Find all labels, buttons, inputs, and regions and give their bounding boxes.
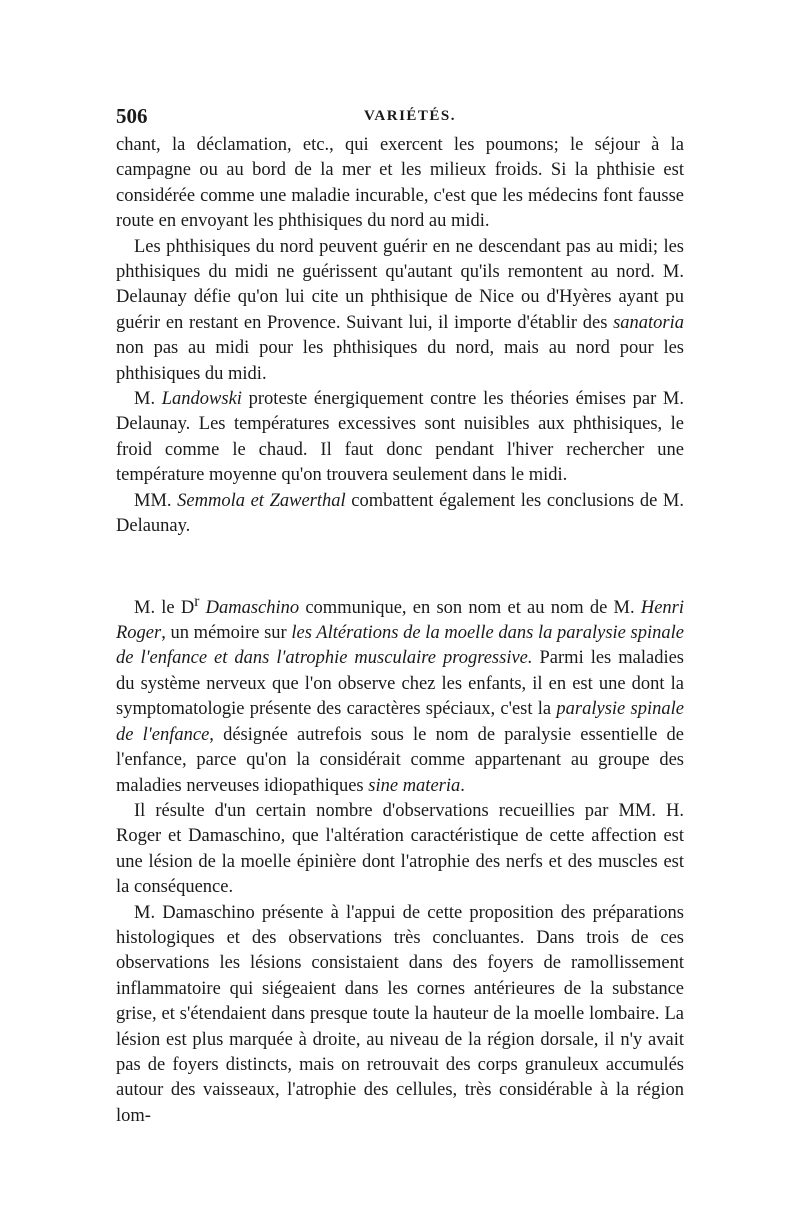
- paragraph-5-text-e: , un mémoire sur: [161, 623, 292, 644]
- paragraph-5: [116, 589, 684, 799]
- paragraph-7: M. Damaschino présente à l'appui de cette proposition des préparations histologiques et des observations très concluantes. Dans trois de ces observations les lésions consistaient dans des foyers de ramollissement inflammatoire qui siégeaient dans les cornes antérieures de la substance grise, et s'étendaient dans presque toute la hauteur de la moelle lombaire. La lésion est plus marquée à droite, au niveau de la région dorsale, il n'y avait pas de foyers distincts, mais on retrouvait des corps granuleux accumulés autour des vaisseaux, l'atrophie des cellules, très considérable à la région lom-: [116, 902, 684, 1126]
- paragraph-3: [116, 387, 684, 489]
- paragraph-3-text-c: proteste énergiquement contre les théories émises par M. Delaunay. Les températures excessives sont nuisibles aux phthisiques, le froid comme le chaud. Il faut donc pendant l'hiver rechercher une température moyenne qu'on trouvera seulement dans le midi.: [116, 389, 684, 486]
- paragraph-2-text-a: Les phthisiques du nord peuvent guérir en ne descendant pas au midi; les phthisiques du midi ne guérissent qu'autant qu'ils remontent au nord. M. Delaunay défie qu'on lui cite un phthisique de Nice ou d'Hyères ayant pu guérir en restant en Provence. Suivant lui, il importe d'établir des: [116, 236, 684, 333]
- paragraph-2: [116, 235, 684, 387]
- paragraph-5-italic-sine-materia: sine materia: [368, 775, 461, 796]
- paragraph-5-italic-paralysie: paralysie spinale de l'enfance: [116, 699, 684, 745]
- paragraph-5-italic-damaschino: Damaschino: [205, 597, 300, 618]
- page-number: 506: [116, 104, 148, 128]
- paragraph-4-italic-names: Semmola et Zawerthal: [177, 490, 346, 511]
- paragraph-3-italic-name: Landowski: [161, 389, 242, 410]
- paragraph-6: Il résulte d'un certain nombre d'observations recueillies par MM. H. Roger et Damaschino, que l'altération caractéristique de cette affection est une lésion de la moelle épinière dont l'atrophie des nerfs et des muscles est la conséquence.: [116, 800, 684, 898]
- paragraph-1: chant, la déclamation, etc., qui exercent les poumons; le séjour à la campagne ou au bord de la mer et les milieux froids. Si la phthisie est considérée comme une maladie incurable, c'est que les médecins font fausse route en envoyant les phthisiques du nord au midi.: [116, 135, 684, 232]
- paragraph-4: [116, 489, 684, 540]
- paragraph-4-text-a: MM.: [134, 490, 178, 511]
- paragraph-5-text-g: Parmi les maladies du système nerveux que l'on observe chez les enfants, il en est une dont la symptomatologie présente des caractères spéciaux, c'est la: [116, 648, 684, 720]
- paragraph-5-italic-title: les Altérations de la moelle dans la paralysie spinale de l'enfance et dans l'atrophie musculaire progressive.: [116, 623, 684, 669]
- paragraph-5-sup: r: [194, 592, 200, 610]
- paragraph-5-italic-roger: Henri Roger: [116, 597, 684, 644]
- paragraph-3-text-a: M.: [134, 389, 162, 410]
- paragraph-5-text-a: M. le D: [134, 597, 195, 618]
- paragraph-2-text-c: non pas au midi pour les phthisiques du nord, mais au nord pour les phthisiques du midi.: [116, 338, 684, 384]
- section-spacer: [116, 540, 684, 589]
- body-text: [116, 133, 684, 1129]
- running-head: VARIÉTÉS.: [364, 108, 457, 124]
- paragraph-5-text-c: communique, en son nom et au nom de M.: [299, 597, 641, 618]
- paragraph-2-italic-sanatoria: sanatoria: [613, 312, 684, 333]
- paragraph-4-text-c: combattent également les conclusions de M. Delaunay.: [116, 490, 684, 537]
- page-header: [116, 104, 686, 128]
- paragraph-5-text-k: .: [460, 775, 465, 796]
- paragraph-5-text-i: , désignée autrefois sous le nom de paralysie essentielle de l'enfance, parce qu'on la considérait comme appartenant au groupe des maladies nerveuses idiopathiques: [116, 724, 684, 796]
